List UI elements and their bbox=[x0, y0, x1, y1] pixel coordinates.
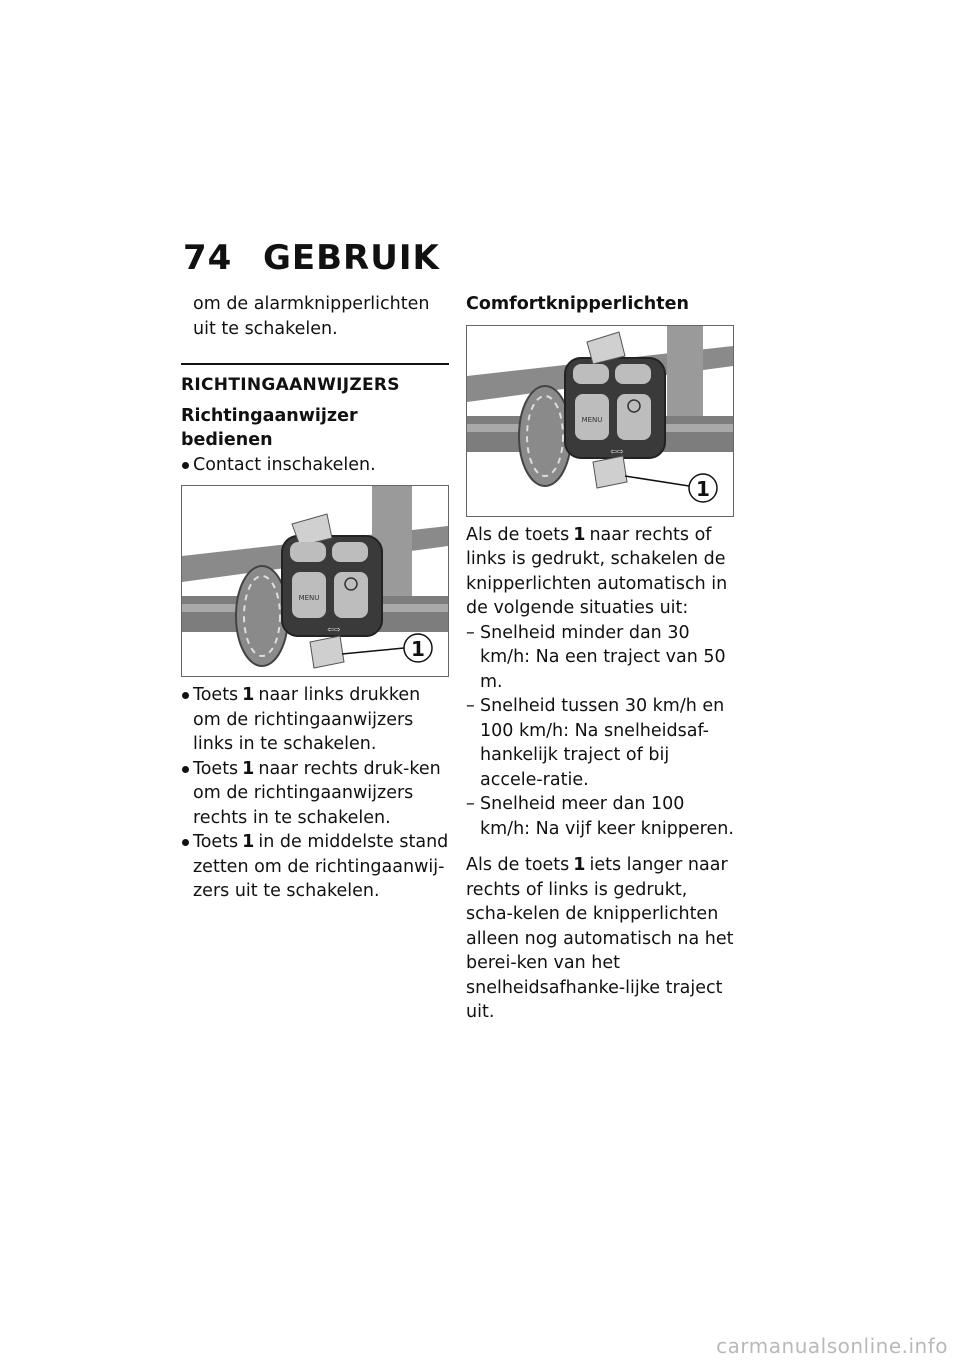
svg-text:MENU: MENU bbox=[581, 415, 603, 424]
handlebar-switch-illustration bbox=[467, 326, 733, 516]
list-item: – Snelheid tussen 30 km/h en 100 km/h: Na snelheidsaf-hankelijk traject of bij accele-ratie. bbox=[466, 694, 734, 792]
section-title: RICHTINGAANWIJZERS bbox=[181, 363, 449, 398]
paragraph: Als de toets 1 naar rechts of links is gedrukt, schakelen de knipperlichten automatisch in de volgende situaties uit: bbox=[466, 524, 728, 618]
list-item: Toets 1 in de middelste stand zetten om de richtingaanwij-zers uit te schakelen. bbox=[181, 830, 449, 904]
right-column bbox=[466, 292, 734, 1025]
watermark: carmanualsonline.info bbox=[716, 1334, 948, 1358]
svg-text:⇦⇨: ⇦⇨ bbox=[610, 446, 624, 456]
step-list-after bbox=[181, 683, 449, 904]
subsection-title: Richtingaanwijzer bedienen bbox=[181, 405, 358, 450]
paragraph: Als de toets 1 iets langer naar rechts of links is gedrukt, scha-kelen de knipperlichten alleen nog automatisch na het berei-ken van het snelheidsafhanke-lijke traject uit. bbox=[466, 855, 734, 1022]
list-item: Toets 1 naar links drukken om de richtingaanwijzers links in te schakelen. bbox=[181, 683, 449, 757]
chapter-title: GEBRUIK bbox=[263, 238, 440, 278]
subsection-title: Comfortknipperlichten bbox=[466, 294, 689, 314]
left-column bbox=[181, 292, 449, 904]
list-item: Toets 1 naar rechts druk-ken om de richtingaanwijzers rechts in te schakelen. bbox=[181, 757, 449, 831]
handlebar-switch-illustration bbox=[182, 486, 448, 676]
figure-callout-number: 1 bbox=[411, 637, 425, 661]
lead-text: om de alarmknipperlichten uit te schakelen. bbox=[193, 294, 430, 339]
page-header bbox=[183, 238, 440, 278]
handlebar-switch-figure bbox=[466, 325, 734, 517]
condition-list bbox=[466, 621, 734, 842]
list-item: – Snelheid minder dan 30 km/h: Na een traject van 50 m. bbox=[466, 621, 734, 695]
list-item: Contact inschakelen. bbox=[181, 453, 449, 478]
svg-text:MENU: MENU bbox=[298, 594, 320, 602]
svg-text:⇦⇨: ⇦⇨ bbox=[327, 625, 341, 634]
step-list-before bbox=[181, 453, 449, 478]
handlebar-switch-figure bbox=[181, 485, 449, 677]
list-item: – Snelheid meer dan 100 km/h: Na vijf keer knipperen. bbox=[466, 792, 734, 841]
page-number: 74 bbox=[183, 238, 233, 278]
figure-callout-number: 1 bbox=[696, 476, 710, 501]
